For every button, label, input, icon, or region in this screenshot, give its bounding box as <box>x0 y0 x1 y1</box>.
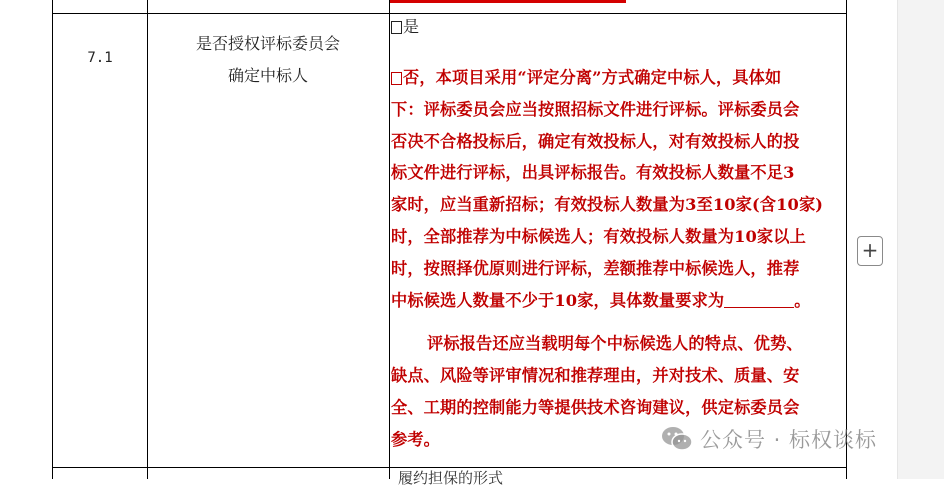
table-border-right <box>846 0 847 479</box>
row-label <box>152 28 384 92</box>
paragraph-line: 缺点、风险等评审情况和推荐理由，并对技术、质量、安 <box>391 366 800 386</box>
row-number: 7.1 <box>87 50 113 66</box>
paragraph-line: 时，按照择优原则进行评标，差额推荐中标候选人，推荐 <box>391 258 800 278</box>
watermark <box>660 424 877 454</box>
option-yes <box>391 14 846 40</box>
right-gutter <box>897 0 944 479</box>
paragraph-line: 标文件进行评标，出具评标报告。有效投标人数量不足3 <box>391 163 795 183</box>
option-yes-label: 是 <box>403 17 420 36</box>
row-content-cell <box>391 14 846 456</box>
checkbox-yes[interactable] <box>391 21 402 34</box>
paragraph-line: 评标报告还应当载明每个中标候选人的特点、优势、 <box>427 334 803 354</box>
paragraph-line: 全、工期的控制能力等提供技术咨询建议，供定标委员会 <box>391 397 800 417</box>
next-row-partial-text: 履约担保的形式 <box>398 469 504 487</box>
watermark-text: 公众号 · 标权谈标 <box>700 428 878 452</box>
paragraph-line-last: 中标候选人数量不少于10家，具体数量要求为 。 <box>391 290 811 310</box>
paragraph-line: 下：评标委员会应当按照招标文件进行评标。评标委员会 <box>391 99 800 119</box>
red-underline-previous-row <box>390 0 626 3</box>
add-row-button[interactable]: + <box>857 236 883 266</box>
table-border-col2 <box>389 0 390 479</box>
paragraph-line: 参考。 <box>391 429 441 449</box>
paragraph-line: 否，本项目采用“评定分离”方式确定中标人，具体如 <box>391 62 846 94</box>
fill-in-blank[interactable] <box>724 293 794 308</box>
table-border-col1 <box>147 0 148 479</box>
paragraph-line: 时，全部推荐为中标候选人；有效投标人数量为10家以上 <box>391 226 806 246</box>
table-border-left <box>52 0 53 479</box>
paragraph-line: 家时，应当重新招标；有效投标人数量为3至10家(含10家) <box>391 195 824 215</box>
checkbox-no[interactable] <box>391 72 402 85</box>
paragraph-line: 否决不合格投标后，确定有效投标人，对有效投标人的投 <box>391 131 800 151</box>
row-label-line2: 确定中标人 <box>227 66 308 85</box>
option-no-paragraph <box>391 62 846 316</box>
row-label-line1: 是否授权评标委员会 <box>195 34 340 53</box>
table-row-bottom-border <box>52 467 847 468</box>
wechat-icon <box>660 425 694 453</box>
